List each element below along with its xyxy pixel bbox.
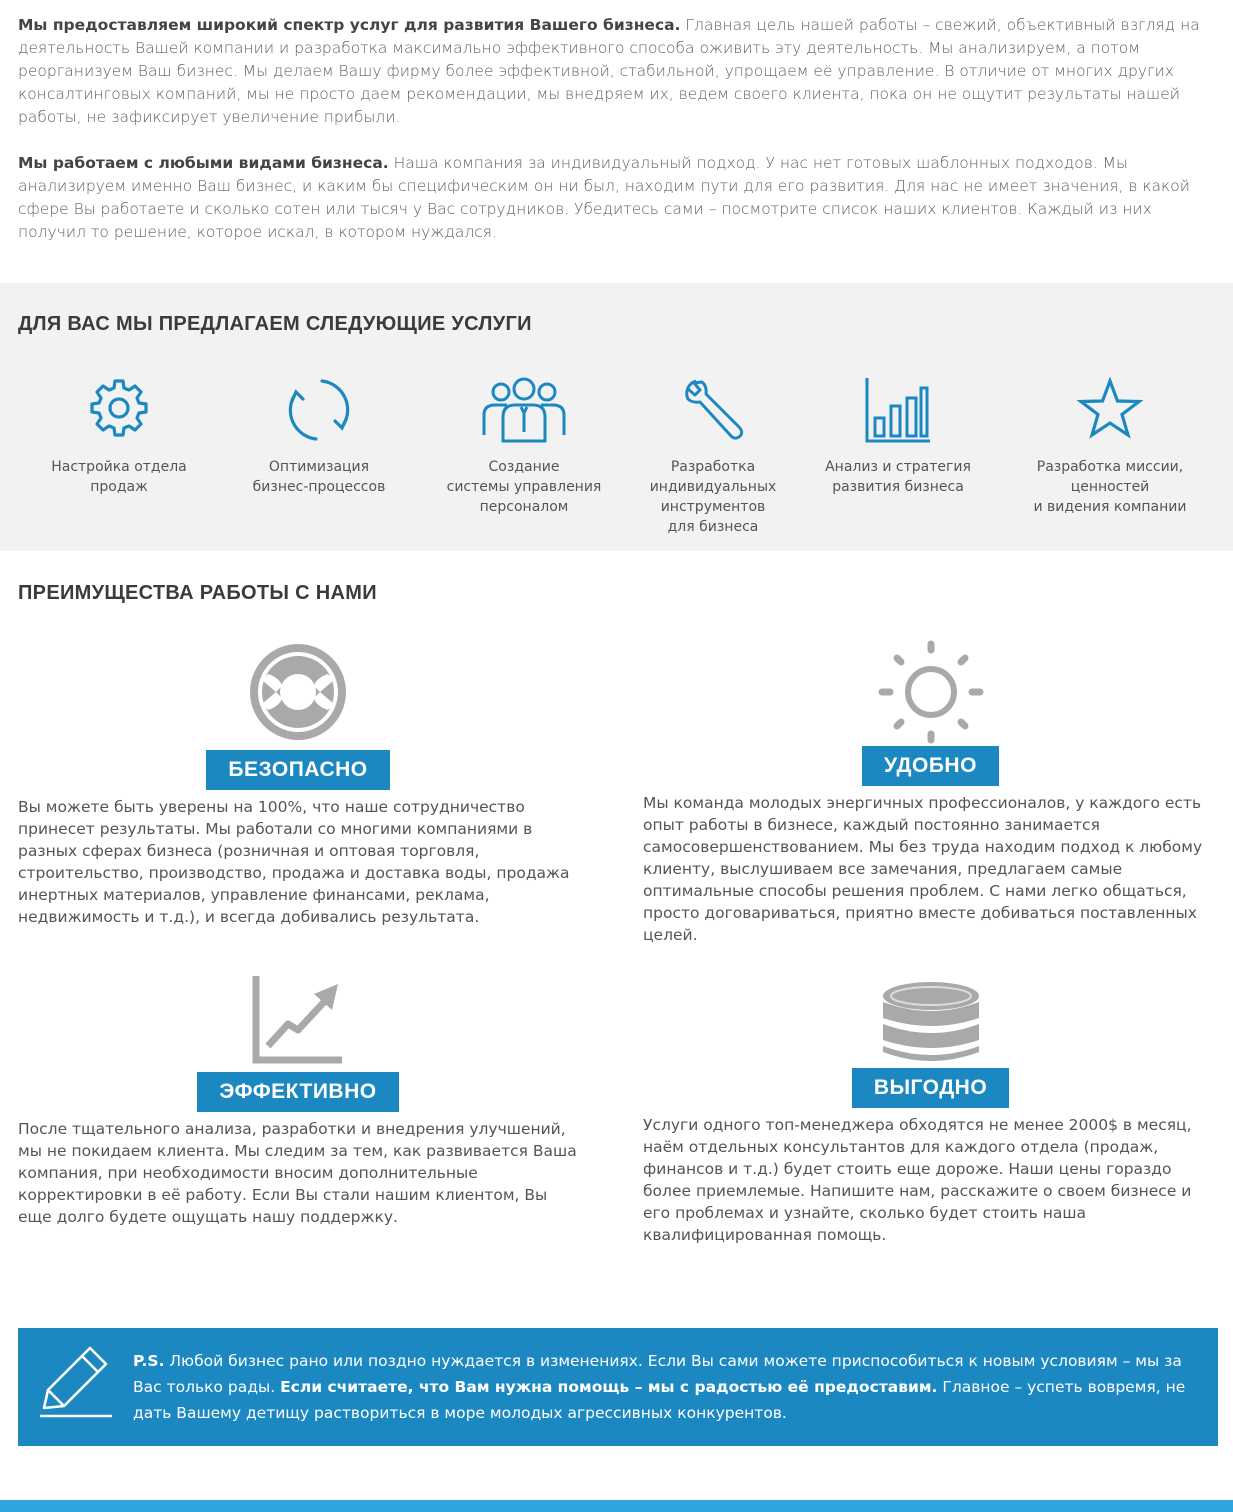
advantage-profitable — [643, 962, 1218, 1246]
services-section — [0, 283, 1233, 551]
intro-paragraph-2 — [18, 152, 1216, 244]
intro-text — [18, 14, 1216, 267]
ps-text-part1: Любой бизнес рано или поздно нуждается в изменениях. Если Вы сами можете приспособиться к новым условиям – мы за Вас только рады. — [133, 1352, 1182, 1396]
advantages-title: ПРЕИМУЩЕСТВА РАБОТЫ С НАМИ — [18, 582, 377, 604]
refresh-icon — [219, 375, 419, 445]
intro-p1-lead: Мы предоставляем широкий спектр услуг для развития Вашего бизнеса. — [18, 16, 681, 34]
lifebuoy-icon — [18, 640, 578, 744]
service-label: Разработка индивидуальных инструментов для бизнеса — [649, 459, 777, 535]
wrench-icon — [613, 375, 813, 445]
service-analysis[interactable] — [798, 375, 998, 497]
footer-bar — [0, 1500, 1233, 1512]
service-label: Разработка миссии, ценностей и видения компании — [1033, 459, 1187, 515]
advantage-effective — [18, 962, 578, 1228]
coins-icon — [643, 962, 1218, 1066]
growth-chart-icon — [18, 962, 578, 1066]
service-label: Оптимизация бизнес-процессов — [252, 459, 386, 495]
service-sales[interactable] — [19, 375, 219, 497]
badge-profitable: ВЫГОДНО — [852, 1068, 1009, 1108]
ps-text — [133, 1348, 1203, 1426]
badge-effective: ЭФФЕКТИВНО — [197, 1072, 398, 1112]
ps-text-part2: Главное – успеть вовремя, не дать Вашему детищу раствориться в море молодых агрессивных конкурентов. — [133, 1378, 1186, 1422]
intro-paragraph-1 — [18, 14, 1216, 129]
service-mission[interactable] — [1010, 375, 1210, 517]
ps-prefix: P.S. — [133, 1352, 165, 1370]
advantage-text: Вы можете быть уверены на 100%, что наше сотрудничество принесет результаты. Мы работали со многими компаниями в разных сферах бизнеса (розничная и оптовая торговля, строительство, производство, продажа и доставка воды, продажа инертных материалов, управление финансами, реклама, недвижимость и т.д.), и всегда добивались результата. — [18, 798, 570, 926]
advantage-convenient — [643, 640, 1218, 946]
advantage-text: Услуги одного топ-менеджера обходятся не менее 2000$ в месяц, наём отдельных консультантов для каждого отдела (продаж, финансов и т.д.) будет стоить еще дороже. Наши цены гораздо более приемлемые. Напишите нам, расскажите о своем бизнесе и его проблемах и узнайте, сколько будет стоить наша квалифицированная помощь. — [643, 1116, 1192, 1244]
pencil-icon — [38, 1344, 114, 1424]
service-label: Создание системы управления персоналом — [446, 459, 602, 515]
bar-chart-icon — [798, 375, 998, 445]
intro-p2-lead: Мы работаем с любыми видами бизнеса. — [18, 154, 389, 172]
badge-safe: БЕЗОПАСНО — [206, 750, 389, 790]
service-label: Настройка отдела продаж — [51, 459, 187, 495]
service-processes[interactable] — [219, 375, 419, 497]
advantage-text: После тщательного анализа, разработки и внедрения улучшений, мы не покидаем клиента. Мы следим за тем, как развивается Ваша компания, при необходимости вносим дополнительные корректировки в её работу. Если Вы стали нашим клиентом, Вы еще долго будете ощущать нашу поддержку. — [18, 1120, 577, 1226]
service-personnel[interactable] — [424, 375, 624, 517]
advantage-text: Мы команда молодых энергичных профессионалов, у каждого есть опыт работы в бизнесе, каждый постоянно занимается самосовершенствованием. Мы без труда находим подход к любому клиенту, выслушиваем все замечания, предлагаем самые оптимальные способы решения проблем. С нами легко общаться, просто договариваться, приятно вместе добиваться поставленных целей. — [643, 794, 1203, 944]
services-title: ДЛЯ ВАС МЫ ПРЕДЛАГАЕМ СЛЕДУЮЩИЕ УСЛУГИ — [18, 313, 532, 335]
ps-highlight: Если считаете, что Вам нужна помощь – мы с радостью её предоставим. — [280, 1378, 938, 1396]
team-icon — [424, 375, 624, 445]
service-label: Анализ и стратегия развития бизнеса — [825, 459, 971, 495]
advantage-safe — [18, 640, 578, 928]
intro-p1-body: Главная цель нашей работы – свежий, объективный взгляд на деятельность Вашей компании и разработка максимально эффективного способа оживить эту деятельность. Мы анализируем, а потом реорганизуем Ваш бизнес. Мы делаем Вашу фирму более эффективной, стабильной, упрощаем её управление. В отличие от многих других консалтинговых компаний, мы не просто даем рекомендации, мы внедряем их, ведем своего клиента, пока он не ощутит результаты нашей работы, не зафиксирует увеличение прибыли. — [18, 16, 1200, 126]
service-tools[interactable] — [613, 375, 813, 537]
gear-icon — [19, 375, 219, 445]
intro-p2-body: Наша компания за индивидуальный подход. У нас нет готовых шаблонных подходов. Мы анализируем именно Ваш бизнес, и каким бы специфическим он ни был, находим пути для его развития. Для нас не имеет значения, в какой сфере Вы работаете и сколько сотен или тысяч у Вас сотрудников. Убедитесь сами – посмотрите список наших клиентов. Каждый из них получил то решение, которое искал, в котором нуждался. — [18, 154, 1190, 241]
sun-icon — [643, 640, 1218, 744]
ps-banner — [18, 1328, 1218, 1446]
badge-convenient: УДОБНО — [862, 746, 999, 786]
star-icon — [1010, 375, 1210, 445]
